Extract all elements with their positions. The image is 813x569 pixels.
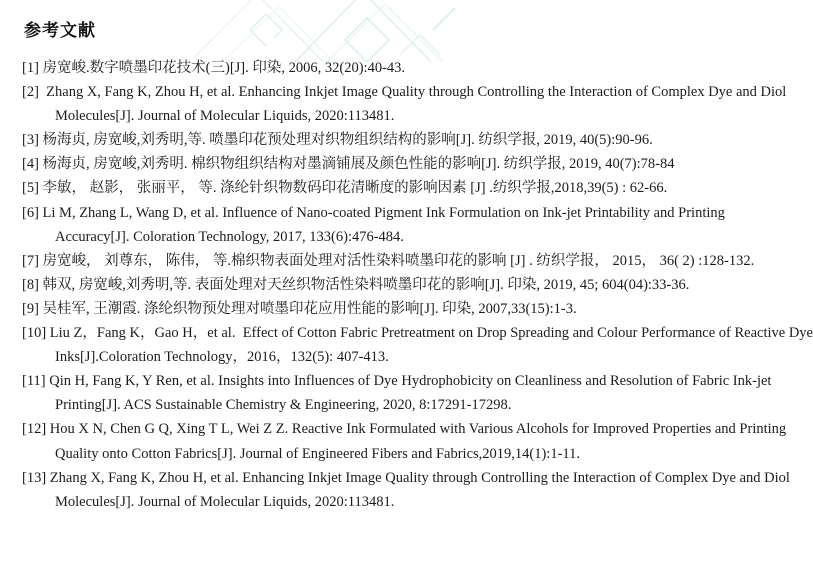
reference-item	[22, 273, 811, 297]
reference-text: Zhang X, Fang K, Zhou H, et al. Enhancing Inkjet Image Quality through Controlling the Interaction of Complex Dye and Diol	[46, 469, 790, 486]
reference-item	[22, 128, 811, 152]
reference-line-continued: Printing[J]. ACS Sustainable Chemistry & Engineering, 2020, 8:17291-17298.	[55, 397, 512, 414]
reference-text: 李敏， 赵影， 张丽平， 等. 涤纶针织物数码印花清晰度的影响因素 [J] .纺织学报,2018,39(5) : 62-66.	[38, 180, 668, 197]
reference-number: [8]	[22, 276, 39, 293]
reference-line	[22, 466, 811, 490]
reference-line	[22, 249, 811, 273]
reference-line	[22, 128, 811, 152]
reference-number: [11]	[22, 373, 46, 390]
reference-text: 杨海贞, 房宽峻,刘秀明. 棉织物组织结构对墨滴铺展及颜色性能的影响[J]. 纺织学报, 2019, 40(7):78-84	[38, 156, 675, 173]
reference-text: Zhang X, Fang K, Zhou H, et al. Enhancing Inkjet Image Quality through Controlling the Interaction of Complex Dye and Diol	[38, 84, 787, 101]
reference-number: [2]	[22, 84, 39, 101]
reference-item	[22, 201, 811, 249]
reference-item	[22, 417, 811, 465]
reference-text: 房宽峻， 刘尊东， 陈伟， 等.棉织物表面处理对活性染料喷墨印花的影响 [J] . 纺织学报， 2015， 36( 2) :128-132.	[38, 252, 755, 269]
reference-list	[22, 56, 811, 514]
reference-line	[22, 273, 811, 297]
reference-number: [6]	[22, 204, 39, 221]
reference-item	[22, 369, 811, 417]
reference-line-continued: Accuracy[J]. Coloration Technology, 2017, 133(6):476-484.	[55, 228, 404, 245]
reference-text: 杨海贞, 房宽峻,刘秀明,等. 喷墨印花预处理对织物组织结构的影响[J]. 纺织学报, 2019, 40(5):90-96.	[38, 132, 653, 149]
reference-text: Hou X N, Chen G Q, Xing T L, Wei Z Z. Reactive Ink Formulated with Various Alcohols for Improved Properties and Printing	[46, 421, 787, 438]
page-title: 参考文献	[24, 21, 96, 40]
reference-line	[22, 297, 811, 321]
reference-number: [13]	[22, 469, 47, 486]
reference-item	[22, 466, 811, 514]
reference-number: [7]	[22, 252, 39, 269]
reference-number: [5]	[22, 180, 39, 197]
reference-item	[22, 249, 811, 273]
reference-number: [1]	[22, 60, 39, 76]
reference-line	[22, 56, 811, 80]
reference-item	[22, 297, 811, 321]
reference-text: 韩双, 房宽峻,刘秀明,等. 表面处理对天丝织物活性染料喷墨印花的影响[J]. 印染, 2019, 45; 604(04):33-36.	[38, 276, 690, 293]
reference-number: [10]	[22, 325, 47, 342]
reference-number: [12]	[22, 421, 47, 438]
reference-line	[22, 176, 811, 200]
reference-text: Qin H, Fang K, Y Ren, et al. Insights into Influences of Dye Hydrophobicity on Cleanliness and Resolution of Fabric Ink-jet	[45, 373, 772, 390]
reference-line-continued: Inks[J].Coloration Technology，2016，132(5): 407-413.	[55, 349, 389, 366]
reference-line	[22, 80, 811, 104]
reference-line-continued: Molecules[J]. Journal of Molecular Liquids, 2020:113481.	[55, 493, 395, 510]
reference-line	[22, 417, 811, 441]
watermark-pattern-icon	[195, 0, 455, 62]
reference-text: 房宽峻.数字喷墨印花技术(三)[J]. 印染, 2006, 32(20):40-43.	[38, 60, 406, 76]
reference-number: [9]	[22, 300, 39, 317]
reference-number: [4]	[22, 156, 39, 173]
reference-text: Li M, Zhang L, Wang D, et al. Influence of Nano-coated Pigment Ink Formulation on Ink-jet Printability and Printing	[38, 204, 725, 221]
reference-line-continued: Molecules[J]. Journal of Molecular Liquids, 2020:113481.	[55, 108, 395, 125]
reference-item	[22, 152, 811, 176]
reference-line	[22, 321, 811, 345]
reference-item	[22, 321, 811, 369]
reference-line-continued: Quality onto Cotton Fabrics[J]. Journal of Engineered Fibers and Fabrics,2019,14(1):1-11.	[55, 445, 580, 462]
reference-item	[22, 56, 811, 80]
reference-line	[22, 369, 811, 393]
reference-number: [3]	[22, 132, 39, 149]
reference-item	[22, 176, 811, 200]
reference-item	[22, 80, 811, 128]
reference-line	[22, 201, 811, 225]
reference-line	[22, 152, 811, 176]
reference-text: Liu Z，Fang K，Gao H，et al. Effect of Cotton Fabric Pretreatment on Drop Spreading and Colour Performance of Reactive Dye	[46, 325, 813, 342]
reference-text: 吴桂军, 王潮霞. 涤纶织物预处理对喷墨印花应用性能的影响[J]. 印染, 2007,33(15):1-3.	[38, 300, 577, 317]
